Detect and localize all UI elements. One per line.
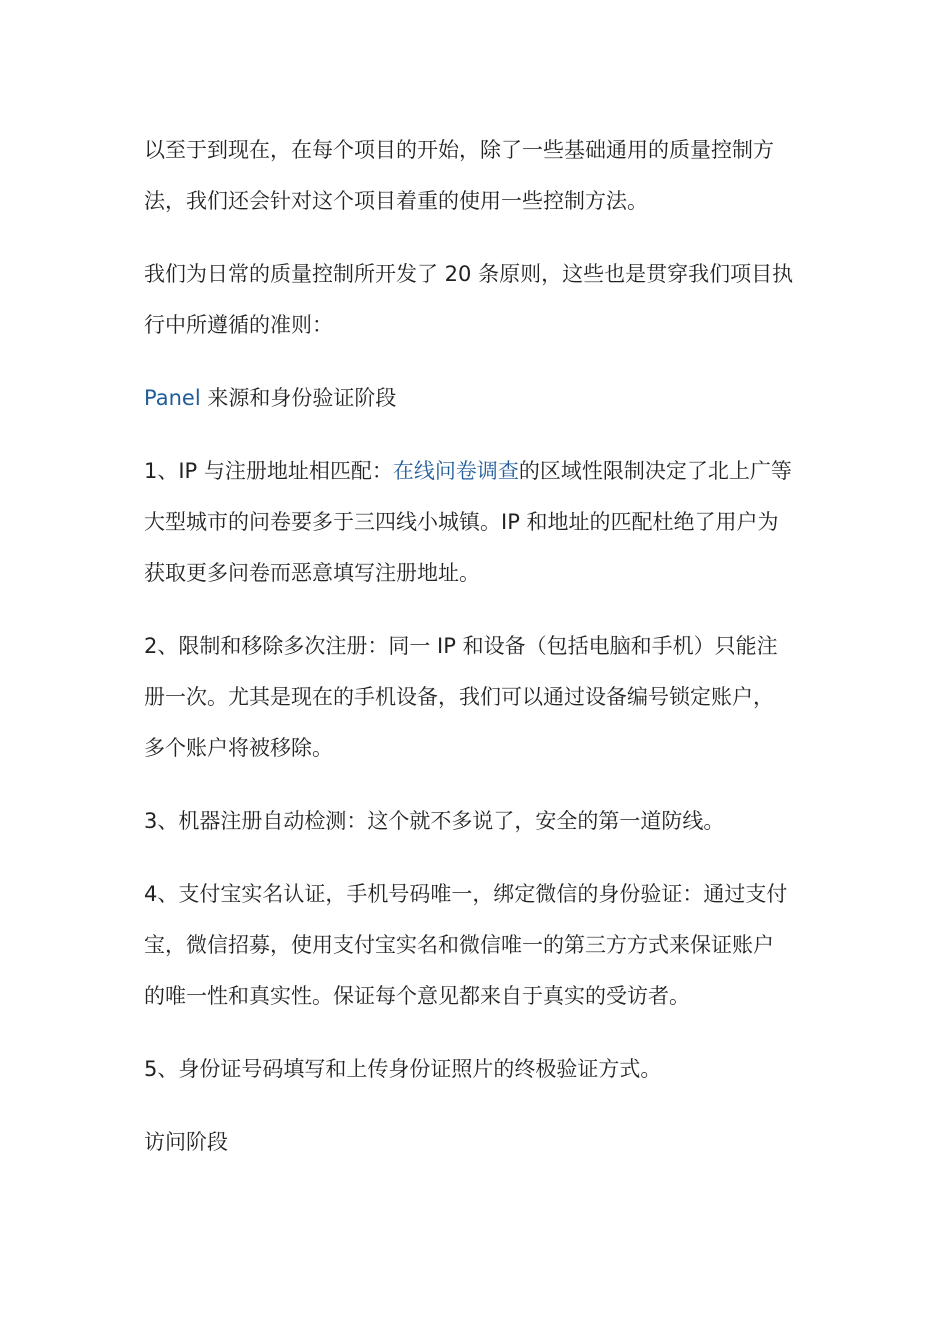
paragraph-principles [144, 249, 816, 351]
text-line [144, 446, 816, 497]
text-line: 法，我们还会针对这个项目着重的使用一些控制方法。 [144, 189, 648, 213]
list-item-3 [144, 796, 816, 847]
panel-link[interactable]: Panel [144, 386, 201, 410]
text-line: 以至于到现在，在每个项目的开始，除了一些基础通用的质量控制方 [144, 138, 774, 162]
text-line: 册一次。尤其是现在的手机设备，我们可以通过设备编号锁定账户， [144, 685, 774, 709]
item-1-prefix: 1、IP 与注册地址相匹配： [144, 459, 393, 483]
text-line: 行中所遵循的准则： [144, 313, 333, 337]
text-line: 5、身份证号码填写和上传身份证照片的终极验证方式。 [144, 1057, 662, 1081]
text-line: 宝，微信招募，使用支付宝实名和微信唯一的第三方方式来保证账户 [144, 933, 774, 957]
heading-line: 访问阶段 [144, 1130, 228, 1154]
text-line: 的唯一性和真实性。保证每个意见都来自于真实的受访者。 [144, 984, 690, 1008]
list-item-5 [144, 1044, 816, 1095]
paragraph-intro [144, 125, 816, 227]
list-item-4 [144, 869, 816, 1022]
text-line: 4、支付宝实名认证，手机号码唯一，绑定微信的身份验证：通过支付 [144, 882, 788, 906]
document-body [144, 125, 816, 1190]
heading-line [144, 373, 816, 424]
text-line: 多个账户将被移除。 [144, 736, 333, 760]
text-line: 我们为日常的质量控制所开发了 20 条原则，这些也是贯穿我们项目执 [144, 262, 794, 286]
section-heading-access [144, 1117, 816, 1168]
list-item-1 [144, 446, 816, 599]
text-line: 获取更多问卷而恶意填写注册地址。 [144, 561, 480, 585]
heading-text: 来源和身份验证阶段 [200, 386, 397, 410]
text-line: 2、限制和移除多次注册：同一 IP 和设备（包括电脑和手机）只能注 [144, 634, 778, 658]
online-survey-link[interactable]: 在线问卷调查 [392, 459, 519, 483]
text-line: 3、机器注册自动检测：这个就不多说了，安全的第一道防线。 [144, 809, 725, 833]
section-heading-panel [144, 373, 816, 424]
list-item-2 [144, 621, 816, 774]
text-line: 大型城市的问卷要多于三四线小城镇。IP 和地址的匹配杜绝了用户为 [144, 510, 779, 534]
item-1-suffix: 的区域性限制决定了北上广等 [518, 459, 792, 483]
